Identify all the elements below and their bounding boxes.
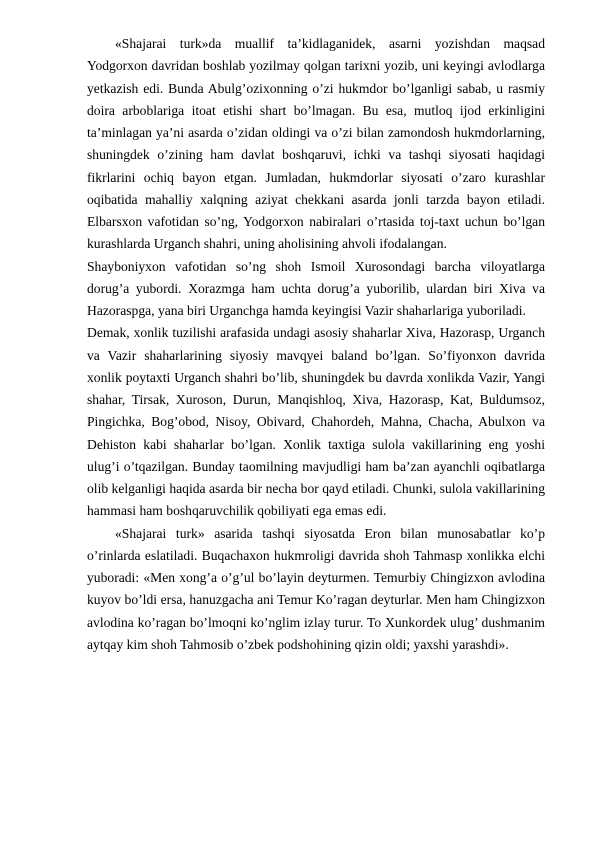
document-body — [87, 33, 545, 656]
paragraph-foreign-policy-iran: «Shajarai turk» asarida tashqi siyosatda Eron bilan munosabatlar ko’p o’rinlarda eslatiladi. Buqachaxon hukmroligi davrida shoh Tahmasp xonlikka elchi yuboradi: «Men xong’a o’g’ul bo’layin deyturmen. Temurbiy Chingizxon avlodina kuyov bo’ldi ersa, hanuzgacha ani Temur Ko’ragan deyturlar. Men ham Chingizxon avlodina ko’ragan bo’lmoqni ko’nglim izlay turur. To Xunkordek ulug’ dushmanim aytqay kim shoh Tahmosib o’zbek podshohining qizin oldi; yaxshi yarashdi». — [87, 525, 545, 652]
paragraph-khanate-cities: Demak, xonlik tuzilishi arafasida undagi asosiy shaharlar Xiva, Hazorasp, Urganch va Vazir shaharlarining siyosiy mavqyei baland bo’lgan. So’fiyonxon davrida xonlik poytaxti Urganch shahri bo’lib, shuningdek bu davrda xonlikda Vazir, Yangi shahar, Tirsak, Xuroson, Durun, Manqishloq, Xiva, Hazorasp, Kat, Buldumsoz, Pingichka, Bog’obod, Nisoy, Obivard, Chahordeh, Mahna, Chacha, Abulxon va Dehiston kabi shaharlar bo’lgan. Xonlik taxtiga sulola vakillarining eng yoshi ulug’i o’tqazilgan. Bunday taomilning mavjudligi ham ba’zan ayanchli oqibatlarga olib kelganligi haqida asarda bir necha bor qayd etiladi. Chunki, sulola vakillarining hammasi ham boshqaruvchilik qobiliyati ega emas edi. — [87, 325, 545, 519]
paragraph-shayboniyxon: Shayboniyxon vafotidan so’ng shoh Ismoil Xurosondagi barcha viloyatlarga dorug’a yubordi. Xorazmga ham uchta dorug’a yuborilib, ulardan biri Xiva va Hazoraspga, yana biri Urganchga hamda keyingisi Vazir shaharlariga yuboriladi. — [87, 258, 545, 318]
paragraph-shajarai-turk-purpose: «Shajarai turk»da muallif ta’kidlaganidek, asarni yozishdan maqsad Yodgorxon davridan boshlab yozilmay qolgan tarixni yozib, uni keyingi avlodlarga yetkazish edi. Bunda Abulg’ozixonning o’zi hukmdor bo’lganligi sabab, u rasmiy doira arboblariga itoat etishi shart bo’lmagan. Bu esa, mutloq ijod erkinligini ta’minlagan ya’ni asarda o’zidan oldingi va o’zi bilan zamondosh hukmdorlarning, shuningdek o’zining ham davlat boshqaruvi, ichki va tashqi siyosati haqidagi fikrlarini ochiq bayon etgan. Jumladan, hukmdorlar siyosati o’zaro kurashlar oqibatida mahalliy xalqning aziyat chekkani asarda jonli tarzda bayon etiladi. Elbarsxon vafotidan so’ng, Yodgorxon nabiralari o’rtasida toj-taxt uchun bo’lgan kurashlarda Urganch shahri, uning aholisining ahvoli ifodalangan. — [87, 36, 545, 252]
